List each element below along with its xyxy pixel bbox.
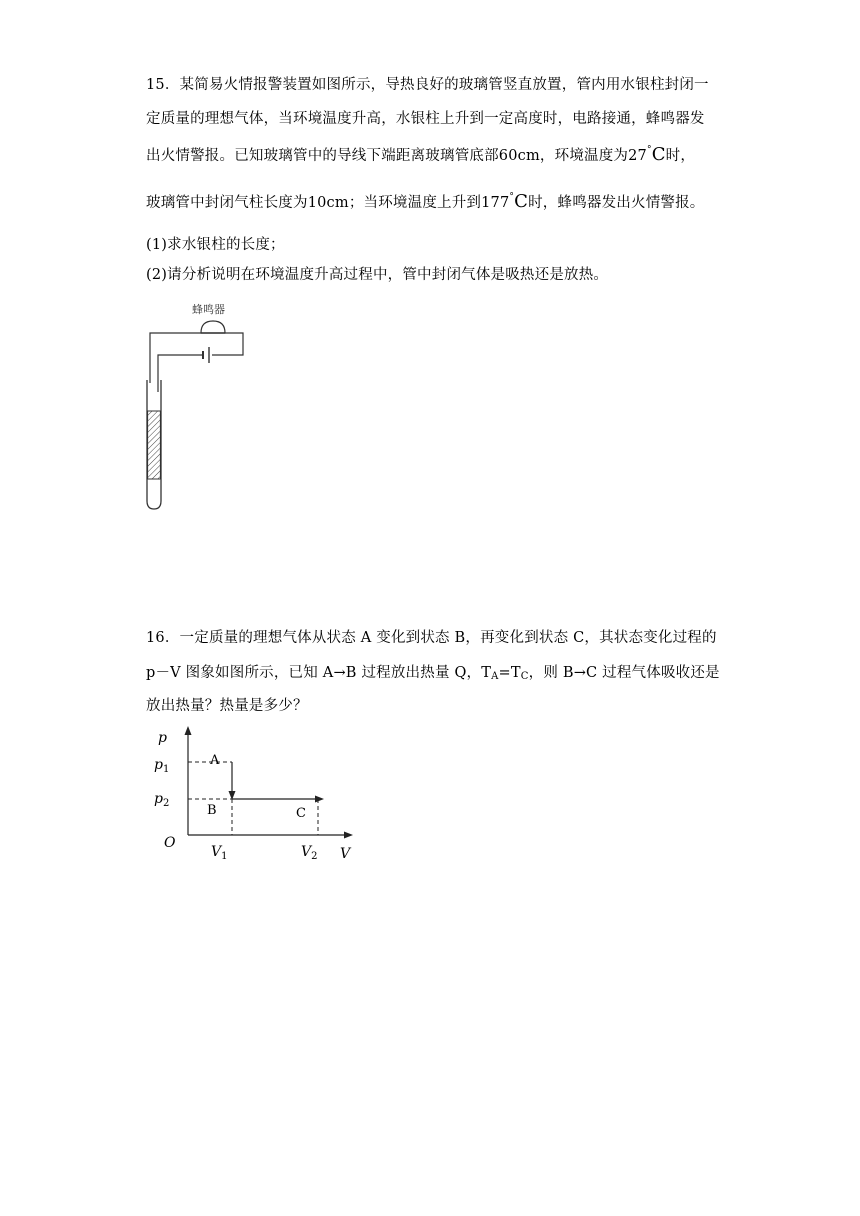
q15-line-4b: 时，蜂鸣器发出火情警报。 bbox=[528, 195, 705, 211]
v1-label: $V_1$ bbox=[211, 844, 228, 862]
p2-label: $p_2$ bbox=[154, 791, 170, 809]
q16-line-1: 16．一定质量的理想气体从状态 A 变化到状态 B，再变化到状态 C，其状态变化过程的 bbox=[146, 630, 717, 646]
subscript-c: C bbox=[520, 671, 529, 682]
q15-line-4a: 玻璃管中封闭气柱长度为10cm；当环境温度上升到 bbox=[146, 195, 482, 211]
point-a-label: A bbox=[210, 753, 220, 768]
v2-label: $V_2$ bbox=[301, 844, 318, 862]
degree-sign: ° bbox=[646, 145, 652, 155]
q15-line-4 bbox=[146, 191, 705, 212]
degree-sign: ° bbox=[509, 192, 515, 202]
alarm-apparatus-figure bbox=[132, 295, 262, 520]
point-c-label: C bbox=[296, 806, 306, 821]
pv-graph bbox=[148, 722, 368, 872]
p1-label: $p_1$ bbox=[154, 757, 170, 775]
v-axis-arrow bbox=[344, 832, 353, 839]
celsius-c: C bbox=[514, 191, 529, 212]
q15-line-3a: 出火情警报。已知玻璃管中的导线下端距离玻璃管底部60cm，环境温度为 bbox=[146, 148, 629, 164]
mercury-column bbox=[148, 411, 161, 479]
p-axis-label: p bbox=[158, 730, 167, 746]
q15-sub-question-2: (2)请分析说明在环境温度升高过程中，管中封闭气体是吸热还是放热。 bbox=[146, 267, 609, 283]
circuit-wire-inner bbox=[158, 355, 203, 392]
celsius-unit-2 bbox=[509, 191, 528, 212]
celsius-c: C bbox=[651, 144, 666, 165]
q15-line-2: 定质量的理想气体，当环境温度升高，水银柱上升到一定高度时，电路接通，蜂鸣器发 bbox=[146, 111, 705, 127]
origin-label: O bbox=[164, 835, 176, 851]
arrow-b-to-c bbox=[315, 796, 324, 803]
q16-line-3: 放出热量？热量是多少？ bbox=[146, 698, 308, 714]
q15-temp-2: 177 bbox=[481, 195, 510, 211]
subscript-a: A bbox=[491, 671, 499, 682]
v-axis-label: V bbox=[340, 846, 351, 862]
buzzer-icon bbox=[201, 321, 225, 333]
q15-line-3 bbox=[146, 144, 695, 165]
celsius-unit-1 bbox=[647, 144, 666, 165]
q15-sub-question-1: (1)求水银柱的长度； bbox=[146, 237, 285, 253]
q15-line-3b: 时， bbox=[665, 148, 696, 164]
q16-line-2 bbox=[146, 661, 720, 682]
q16-line-2a: p－V 图象如图所示，已知 A→B 过程放出热量 Q，T bbox=[146, 665, 492, 681]
q15-temp-1: 27 bbox=[628, 148, 647, 164]
p-axis-arrow bbox=[185, 726, 192, 735]
q16-line-2b: ，则 B→C 过程气体吸收还是 bbox=[528, 665, 720, 681]
equals-t: =T bbox=[498, 665, 521, 681]
circuit-wire-outer bbox=[150, 333, 243, 383]
point-b-label: B bbox=[207, 803, 217, 818]
buzzer-label: 蜂鸣器 bbox=[192, 303, 225, 316]
q15-line-1: 15．某简易火情报警装置如图所示，导热良好的玻璃管竖直放置，管内用水银柱封闭一 bbox=[146, 77, 709, 93]
